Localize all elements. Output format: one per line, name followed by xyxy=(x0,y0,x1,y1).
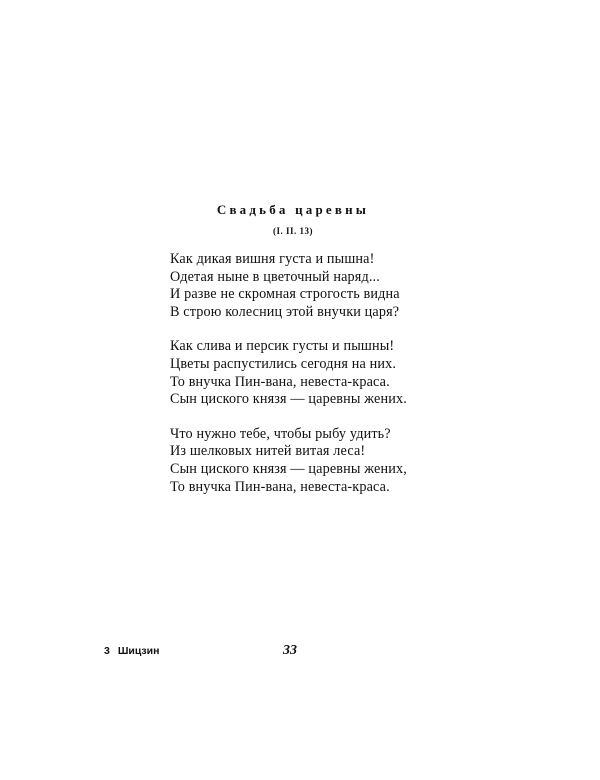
signature-mark: 3 xyxy=(104,645,110,657)
stanza-3 xyxy=(170,426,430,496)
page-number: 33 xyxy=(283,643,297,658)
poem-line: Одетая ныне в цветочный наряд... xyxy=(170,268,380,285)
poem-line: Цветы распустились сегодня на них. xyxy=(170,355,397,372)
poem-body xyxy=(170,251,430,513)
poem-reference: (I. II. 13) xyxy=(272,226,313,236)
poem-line: Как дикая вишня густа и пышна! xyxy=(170,251,375,267)
signature-label: Шицзин xyxy=(117,645,160,657)
stanza-2 xyxy=(170,338,430,408)
poem-line: Из шелковых нитей витая леса! xyxy=(170,443,366,460)
stanza-1 xyxy=(170,251,430,321)
printer-signature xyxy=(104,645,159,657)
poem-line: То внучка Пин-вана, невеста-краса. xyxy=(170,373,390,390)
poem-line: В строю колесниц этой внучки царя? xyxy=(170,303,400,320)
poem-line: Сын циского князя — царевны жених. xyxy=(170,391,407,408)
poem-line: Что нужно тебе, чтобы рыбу удить? xyxy=(170,425,391,442)
poem-line: То внучка Пин-вана, невеста-краса. xyxy=(170,478,390,495)
poem-line: Как слива и персик густы и пышны! xyxy=(170,338,395,355)
poem-line: И разве не скромная строгость видна xyxy=(170,286,400,303)
poem-line: Сын циского князя — царевны жених, xyxy=(170,460,407,477)
poem-title: Свадьба царевны xyxy=(216,202,370,217)
